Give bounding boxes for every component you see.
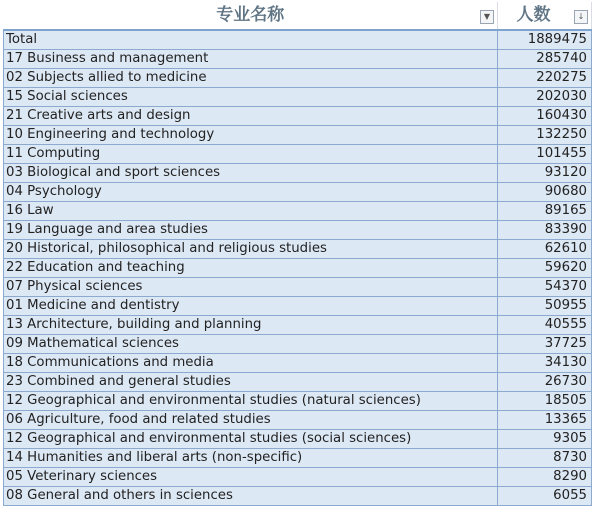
- major-cell[interactable]: 18 Communications and media: [4, 354, 498, 373]
- count-cell[interactable]: 202030: [498, 88, 592, 107]
- major-cell[interactable]: 07 Physical sciences: [4, 278, 498, 297]
- major-cell[interactable]: Total: [4, 30, 498, 50]
- major-cell[interactable]: 16 Law: [4, 202, 498, 221]
- count-cell[interactable]: 9305: [498, 430, 592, 449]
- major-column-header[interactable]: [4, 2, 498, 30]
- table-row[interactable]: [4, 126, 592, 145]
- count-cell[interactable]: 220275: [498, 69, 592, 88]
- table-row[interactable]: [4, 107, 592, 126]
- table-row[interactable]: [4, 487, 592, 506]
- major-cell[interactable]: 01 Medicine and dentistry: [4, 297, 498, 316]
- table-row[interactable]: [4, 221, 592, 240]
- count-cell[interactable]: 54370: [498, 278, 592, 297]
- table-row[interactable]: [4, 50, 592, 69]
- major-cell[interactable]: 13 Architecture, building and planning: [4, 316, 498, 335]
- table-row[interactable]: [4, 392, 592, 411]
- major-cell[interactable]: 21 Creative arts and design: [4, 107, 498, 126]
- major-cell[interactable]: 11 Computing: [4, 145, 498, 164]
- table-row[interactable]: [4, 335, 592, 354]
- count-cell[interactable]: 90680: [498, 183, 592, 202]
- count-cell[interactable]: 37725: [498, 335, 592, 354]
- count-cell[interactable]: 6055: [498, 487, 592, 506]
- major-cell[interactable]: 06 Agriculture, food and related studies: [4, 411, 498, 430]
- major-header-label: 专业名称: [216, 5, 285, 25]
- count-cell[interactable]: 101455: [498, 145, 592, 164]
- table-row[interactable]: [4, 183, 592, 202]
- major-cell[interactable]: 03 Biological and sport sciences: [4, 164, 498, 183]
- table-row[interactable]: [4, 411, 592, 430]
- major-cell[interactable]: 15 Social sciences: [4, 88, 498, 107]
- major-cell[interactable]: 10 Engineering and technology: [4, 126, 498, 145]
- table-row[interactable]: [4, 373, 592, 392]
- major-cell[interactable]: 09 Mathematical sciences: [4, 335, 498, 354]
- table-row[interactable]: [4, 316, 592, 335]
- count-cell[interactable]: 34130: [498, 354, 592, 373]
- count-cell[interactable]: 50955: [498, 297, 592, 316]
- major-cell[interactable]: 08 General and others in sciences: [4, 487, 498, 506]
- count-column-header[interactable]: [498, 2, 592, 30]
- major-cell[interactable]: 22 Education and teaching: [4, 259, 498, 278]
- table-row[interactable]: [4, 145, 592, 164]
- table-row[interactable]: [4, 468, 592, 487]
- count-cell[interactable]: 8730: [498, 449, 592, 468]
- filter-dropdown-icon[interactable]: ▼: [480, 10, 494, 24]
- table-row[interactable]: [4, 430, 592, 449]
- count-header-label: 人数: [516, 5, 551, 25]
- table-row[interactable]: [4, 278, 592, 297]
- spreadsheet-table-region: [3, 2, 591, 506]
- count-cell[interactable]: 89165: [498, 202, 592, 221]
- table-row[interactable]: [4, 297, 592, 316]
- major-cell[interactable]: 04 Psychology: [4, 183, 498, 202]
- table-row[interactable]: [4, 164, 592, 183]
- major-cell[interactable]: 20 Historical, philosophical and religious studies: [4, 240, 498, 259]
- major-cell[interactable]: 19 Language and area studies: [4, 221, 498, 240]
- count-cell[interactable]: 93120: [498, 164, 592, 183]
- count-cell[interactable]: 83390: [498, 221, 592, 240]
- count-cell[interactable]: 59620: [498, 259, 592, 278]
- major-cell[interactable]: 12 Geographical and environmental studies (social sciences): [4, 430, 498, 449]
- major-cell[interactable]: 14 Humanities and liberal arts (non-specific): [4, 449, 498, 468]
- table-row[interactable]: [4, 259, 592, 278]
- major-cell[interactable]: 02 Subjects allied to medicine: [4, 69, 498, 88]
- sort-descending-icon[interactable]: ↓: [574, 10, 588, 24]
- table-row[interactable]: [4, 30, 592, 50]
- major-cell[interactable]: 12 Geographical and environmental studies (natural sciences): [4, 392, 498, 411]
- majors-table: [3, 2, 592, 506]
- major-cell[interactable]: 23 Combined and general studies: [4, 373, 498, 392]
- count-cell[interactable]: 132250: [498, 126, 592, 145]
- table-row[interactable]: [4, 354, 592, 373]
- table-row[interactable]: [4, 202, 592, 221]
- count-cell[interactable]: 1889475: [498, 30, 592, 50]
- table-row[interactable]: [4, 240, 592, 259]
- table-body: [4, 30, 592, 506]
- header-row: [4, 2, 592, 30]
- count-cell[interactable]: 285740: [498, 50, 592, 69]
- count-cell[interactable]: 13365: [498, 411, 592, 430]
- major-cell[interactable]: 17 Business and management: [4, 50, 498, 69]
- count-cell[interactable]: 18505: [498, 392, 592, 411]
- major-cell[interactable]: 05 Veterinary sciences: [4, 468, 498, 487]
- table-row[interactable]: [4, 88, 592, 107]
- count-cell[interactable]: 62610: [498, 240, 592, 259]
- count-cell[interactable]: 26730: [498, 373, 592, 392]
- table-row[interactable]: [4, 449, 592, 468]
- count-cell[interactable]: 40555: [498, 316, 592, 335]
- count-cell[interactable]: 8290: [498, 468, 592, 487]
- table-row[interactable]: [4, 69, 592, 88]
- count-cell[interactable]: 160430: [498, 107, 592, 126]
